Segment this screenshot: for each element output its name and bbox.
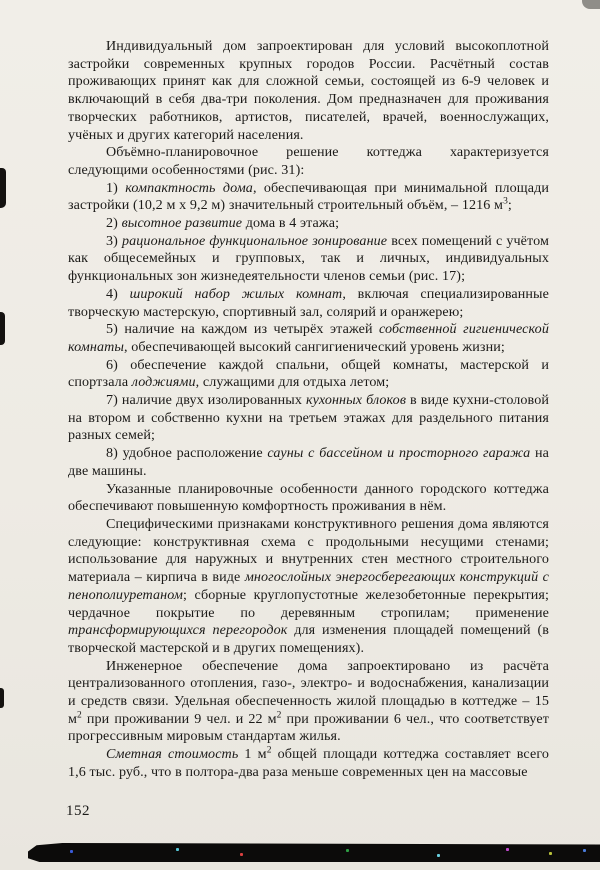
text-run: общей площади коттеджа составляет всего 1,6 тыс. руб., что в полтора-два раза меньше современных цен на массовые [68, 746, 549, 780]
paragraph [68, 357, 549, 392]
text-run: компактность дома [125, 179, 253, 196]
text-run: Специфическими признаками конструктивного решения дома являются следующие: конструктивная схема с продольными несущими стенами; использование для наружных и внутренних стен местного строительного материала – кирпича в виде [68, 515, 549, 586]
text-run: 4) [106, 285, 130, 302]
text-run: Индивидуальный дом запроектирован для условий высокоплотной застройки современных крупных городов России. Расчётный состав проживающих принят как для сложной семьи, состоящей из 6-9 человек и включающий в себя два-три поколения. Дом предназначен для проживания творческих работников, артистов, писателей, врачей, военнослужащих, учёных и других категорий населения. [68, 38, 549, 143]
text-run: многослойных энергосберегающих конструкций с пенополиуретаном [68, 569, 549, 603]
text-run: 1) [106, 179, 126, 196]
text-run: 2 [77, 710, 82, 721]
text-run: Указанные планировочные особенности данного городского коттеджа обеспечивают повышенную комфортность проживания в нём. [68, 480, 549, 515]
text-run: лоджиями [131, 374, 196, 391]
paragraph [68, 746, 549, 781]
text-run: 5) наличие на каждом из четырёх этажей [106, 321, 380, 338]
text-run: 3) [106, 232, 122, 249]
text-run: рациональное функциональное зонирование [121, 232, 388, 249]
paragraph [68, 392, 549, 445]
text-run: 2) [106, 215, 122, 232]
page-number: 152 [66, 803, 90, 819]
noise-speck [506, 848, 509, 851]
text-run: 3 [503, 196, 508, 207]
text-run: Инженерное обеспечение дома запроектировано из расчёта централизованного отопления, газо-, электро- и водоснабжения, канализации и средств связи. Удельная обеспеченность жилой площадью в коттедже – 15 м [68, 657, 549, 727]
text-run: , обеспечивающая при минимальной площади застройки (10,2 м х 9,2 м) значительный строительный объём, – 1216 м [68, 179, 549, 214]
noise-speck [70, 850, 73, 853]
text-run: кухонных блоков [305, 392, 407, 409]
paragraph [68, 321, 549, 356]
text-run: широкий набор жилых комнат [129, 285, 343, 302]
paragraph [68, 180, 549, 215]
noise-speck [346, 849, 349, 852]
text-run: Сметная стоимость [106, 746, 239, 763]
text-run: трансформирующихся перегородок [68, 622, 288, 639]
paragraph [68, 233, 549, 286]
noise-speck [176, 848, 179, 851]
text-run: ; [507, 197, 512, 214]
text-run: ; сборные круглопустотные железобетонные перекрытия; чердачное покрытие по деревянным стропилам; применение [68, 586, 549, 621]
text-run: дома в 4 этажа; [242, 215, 340, 232]
paragraph [68, 286, 549, 321]
text-run: всех помещений с учётом как общесемейных и групповых, так и личных, индивидуальных функциональных зон жизнедеятельности членов семьи (рис. 17); [68, 232, 549, 285]
paragraph [68, 38, 549, 144]
text-run: Объёмно-планировочное решение коттеджа характеризуется следующими особенностями (рис. 31): [68, 144, 549, 178]
text-run: , обеспечивающей высокий сангигиенический уровень жизни; [124, 338, 505, 355]
text-run: 6) обеспечение каждой спальни, общей комнаты, мастерской и спортзала [68, 356, 549, 391]
text-run: 1 м [238, 746, 267, 763]
text-run: в виде кухни-столовой на втором и собственно кухни на третьем этажах для раздельного питания разных семей; [68, 392, 550, 444]
noise-speck [549, 852, 552, 855]
paragraph [68, 215, 549, 233]
paragraph [68, 144, 549, 179]
text-run: 2 [266, 745, 272, 756]
scan-artifact-top-right [582, 0, 600, 9]
text-run: сауны с бассейном и просторного гаража [267, 445, 531, 462]
paragraph [68, 481, 549, 516]
text-run: 7) наличие двух изолированных [106, 392, 306, 409]
scan-artifact-left-3 [0, 688, 4, 708]
text-run: собственной гигиенической комнаты [68, 321, 549, 355]
text-run: , включая специализированные творческую мастерскую, спортивный зал, солярий и оранжерею; [68, 285, 549, 320]
scan-artifact-left-1 [0, 168, 6, 208]
noise-speck [437, 854, 440, 857]
text-run: для изменения площадей помещений (в творческой мастерской и в других помещениях). [68, 622, 549, 656]
paragraph [68, 445, 549, 480]
scan-artifact-left-2 [0, 312, 5, 345]
text-run: при проживании 6 чел., что соответствует прогрессивным мировым стандартам жилья. [68, 710, 549, 745]
text-run: , служащими для отдыха летом; [195, 374, 390, 391]
scan-artifact-bottom-bar [28, 843, 600, 862]
noise-speck [240, 853, 243, 856]
text-run: высотное развитие [121, 215, 243, 232]
page-text [68, 38, 549, 782]
text-run: 2 [276, 710, 282, 721]
noise-speck [583, 849, 586, 852]
text-run: на две машины. [68, 445, 549, 479]
text-run: 8) удобное расположение [106, 445, 268, 462]
text-run: при проживании 9 чел. и 22 м [81, 710, 277, 727]
paragraph [68, 516, 549, 658]
paragraph [68, 658, 549, 747]
